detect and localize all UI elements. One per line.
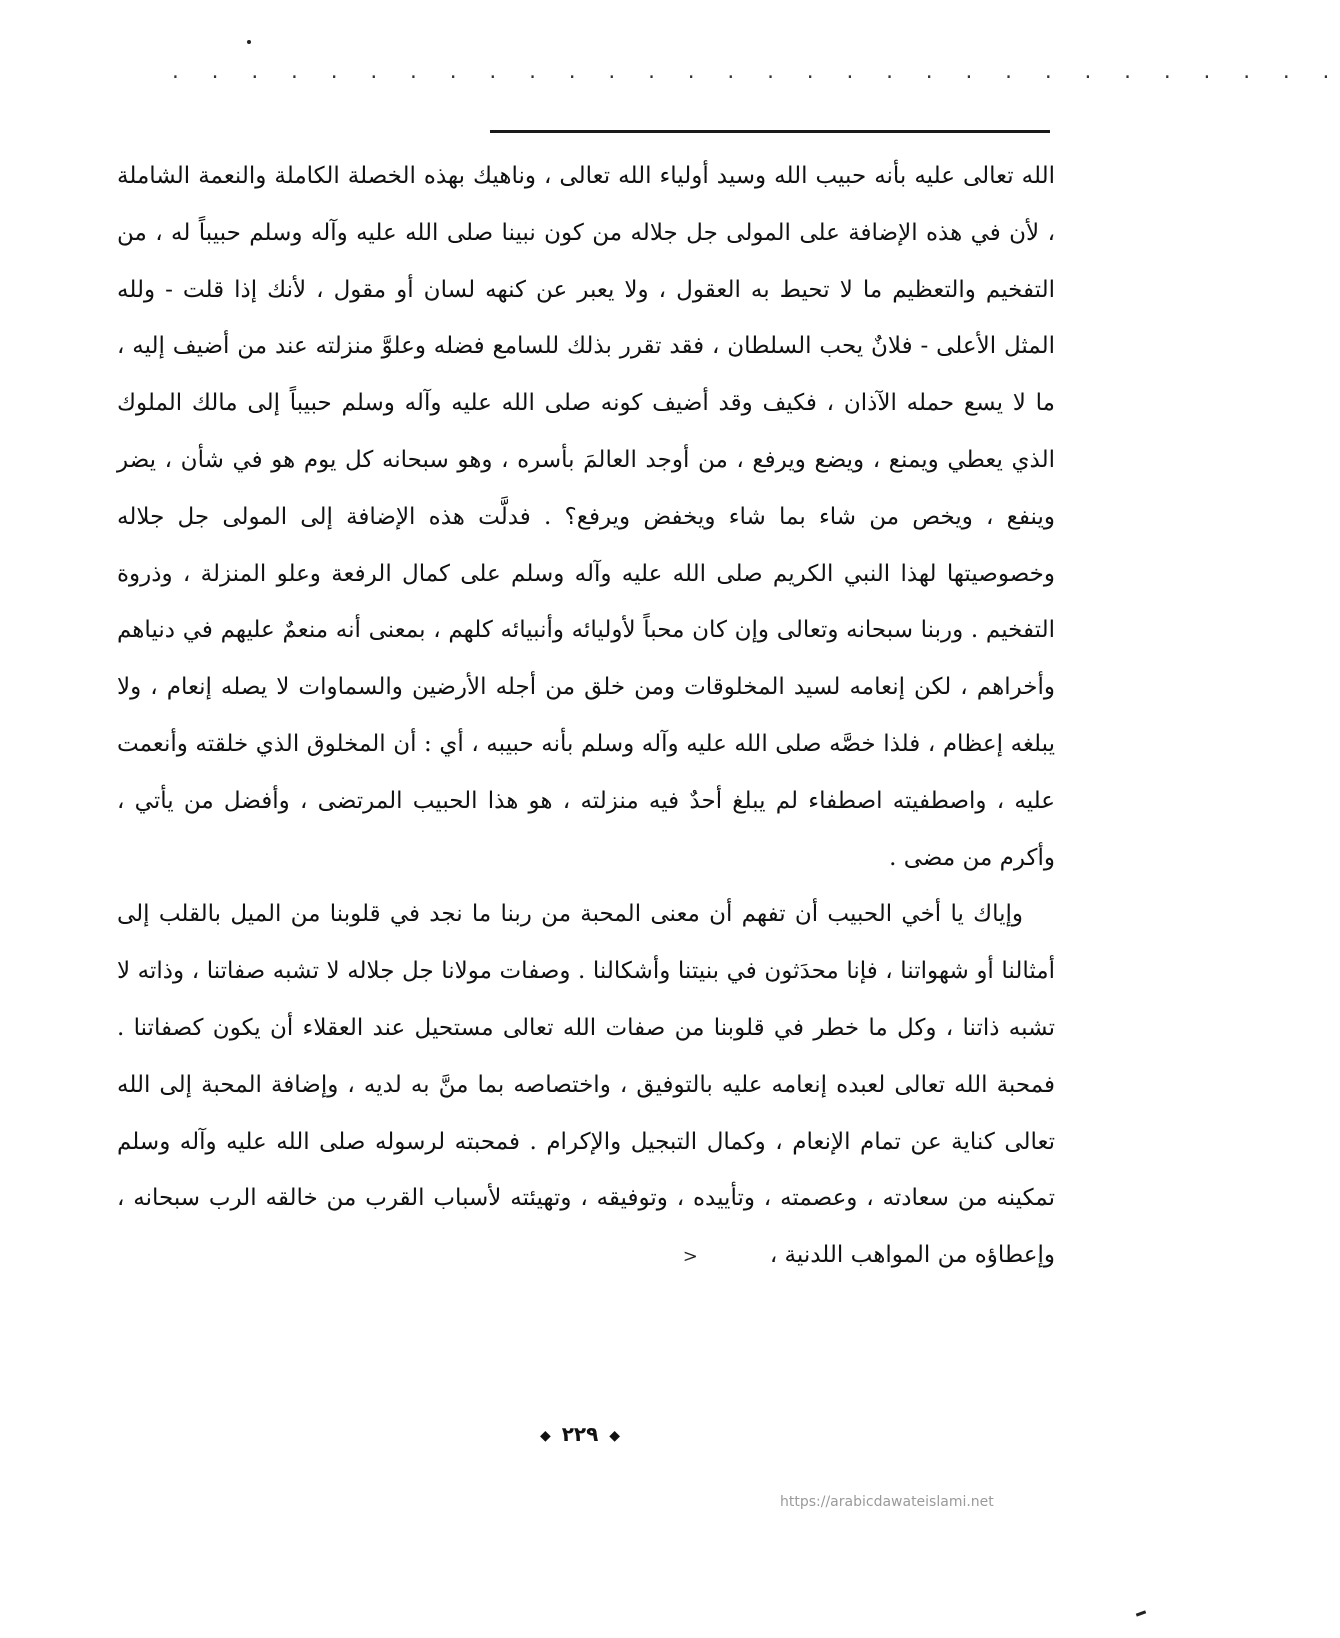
page-number-ornament-right: ◆ (609, 1427, 621, 1444)
body-text (117, 148, 1055, 1286)
paragraph-2-text: وإياك يا أخي الحبيب أن تفهم أن معنى المحبة من ربنا ما نجد في قلوبنا من الميل بالقلب إلى أمثالنا أو شهواتنا ، فإنا محدَثون في بنيتنا وأشكالنا . وصفات مولانا جل جلاله لا تشبه صفاتنا ، وذاته لا تشبه ذاتنا ، وكل ما خطر في قلوبنا من صفات الله تعالى مستحيل عند العقلاء أن يكون كصفاتنا . فمحبة الله تعالى لعبده إنعامه عليه بالتوفيق ، واختصاصه بما منَّ به لديه ، وإضافة المحبة إلى الله تعالى كناية عن تمام الإنعام ، وكمال التبجيل والإكرام . فمحبته لرسوله صلى الله عليه وآله وسلم تمكينه من سعادته ، وعصمته ، وتأييده ، وتوفيقه ، وتهيئته لأسباب القرب من خالقه الرب سبحانه ، وإعطاؤه من المواهب اللدنية ، (117, 901, 1055, 1269)
paragraph-2 (117, 886, 1055, 1286)
paragraph-1 (117, 148, 1055, 886)
continuation-marker: < (682, 1246, 698, 1268)
source-watermark: https://arabicdawateislami.net (780, 1494, 994, 1510)
header-rule (490, 130, 1050, 133)
page-number-ornament-left: ◆ (539, 1427, 551, 1444)
scan-speck (247, 40, 251, 44)
scan-edge-mark (1136, 1610, 1146, 1616)
page-number-value: ٢٢٩ (561, 1422, 599, 1446)
paragraph-1-text: الله تعالى عليه بأنه حبيب الله وسيد أولياء الله تعالى ، وناهيك بهذه الخصلة الكاملة والنعمة الشاملة ، لأن في هذه الإضافة على المولى جل جلاله من كون نبينا صلى الله عليه وآله وسلم حبيباً له ، من التفخيم والتعظيم ما لا تحيط به العقول ، ولا يعبر عن كنهه لسان أو مقول ، لأنك إذا قلت - ولله المثل الأعلى - فلانٌ يحب السلطان ، فقد تقرر بذلك للسامع فضله وعلوَّ منزلته عند من أضيف إليه ، ما لا يسع حمله الآذان ، فكيف وقد أضيف كونه صلى الله عليه وآله وسلم حبيباً إلى مالك الملوك الذي يعطي ويمنع ، ويضع ويرفع ، من أوجد العالمَ بأسره ، وهو سبحانه كل يوم هو في شأن ، يضر وينفع ، ويخص من شاء بما شاء ويخفض ويرفع؟ . فدلَّت هذه الإضافة إلى المولى جل جلاله وخصوصيتها لهذا النبي الكريم صلى الله عليه وآله وسلم على كمال الرفعة وعلو المنزلة ، وذروة التفخيم . وربنا سبحانه وتعالى وإن كان محباً لأوليائه وأنبيائه كلهم ، بمعنى أنه منعمٌ عليهم في دنياهم وأخراهم ، لكن إنعامه لسيد المخلوقات ومن خلق من أجله الأرضين والسماوات لا يصله إنعام ، ولا يبلغه إعظام ، فلذا خصَّه صلى الله عليه وآله وسلم بأنه حبيبه ، أي : أن المخلوق الذي خلقته وأنعمت عليه ، واصطفيته اصطفاء لم يبلغ أحدٌ فيه منزلته ، هو هذا الحبيب المرتضى ، وأفضل من يأتي ، وأكرم من مضى . (117, 163, 1055, 871)
header-dotted-line: . . . . . . . . . . . . . . . . . . . . . . . . . . . . . . (170, 62, 1340, 83)
page-number (500, 1422, 660, 1446)
